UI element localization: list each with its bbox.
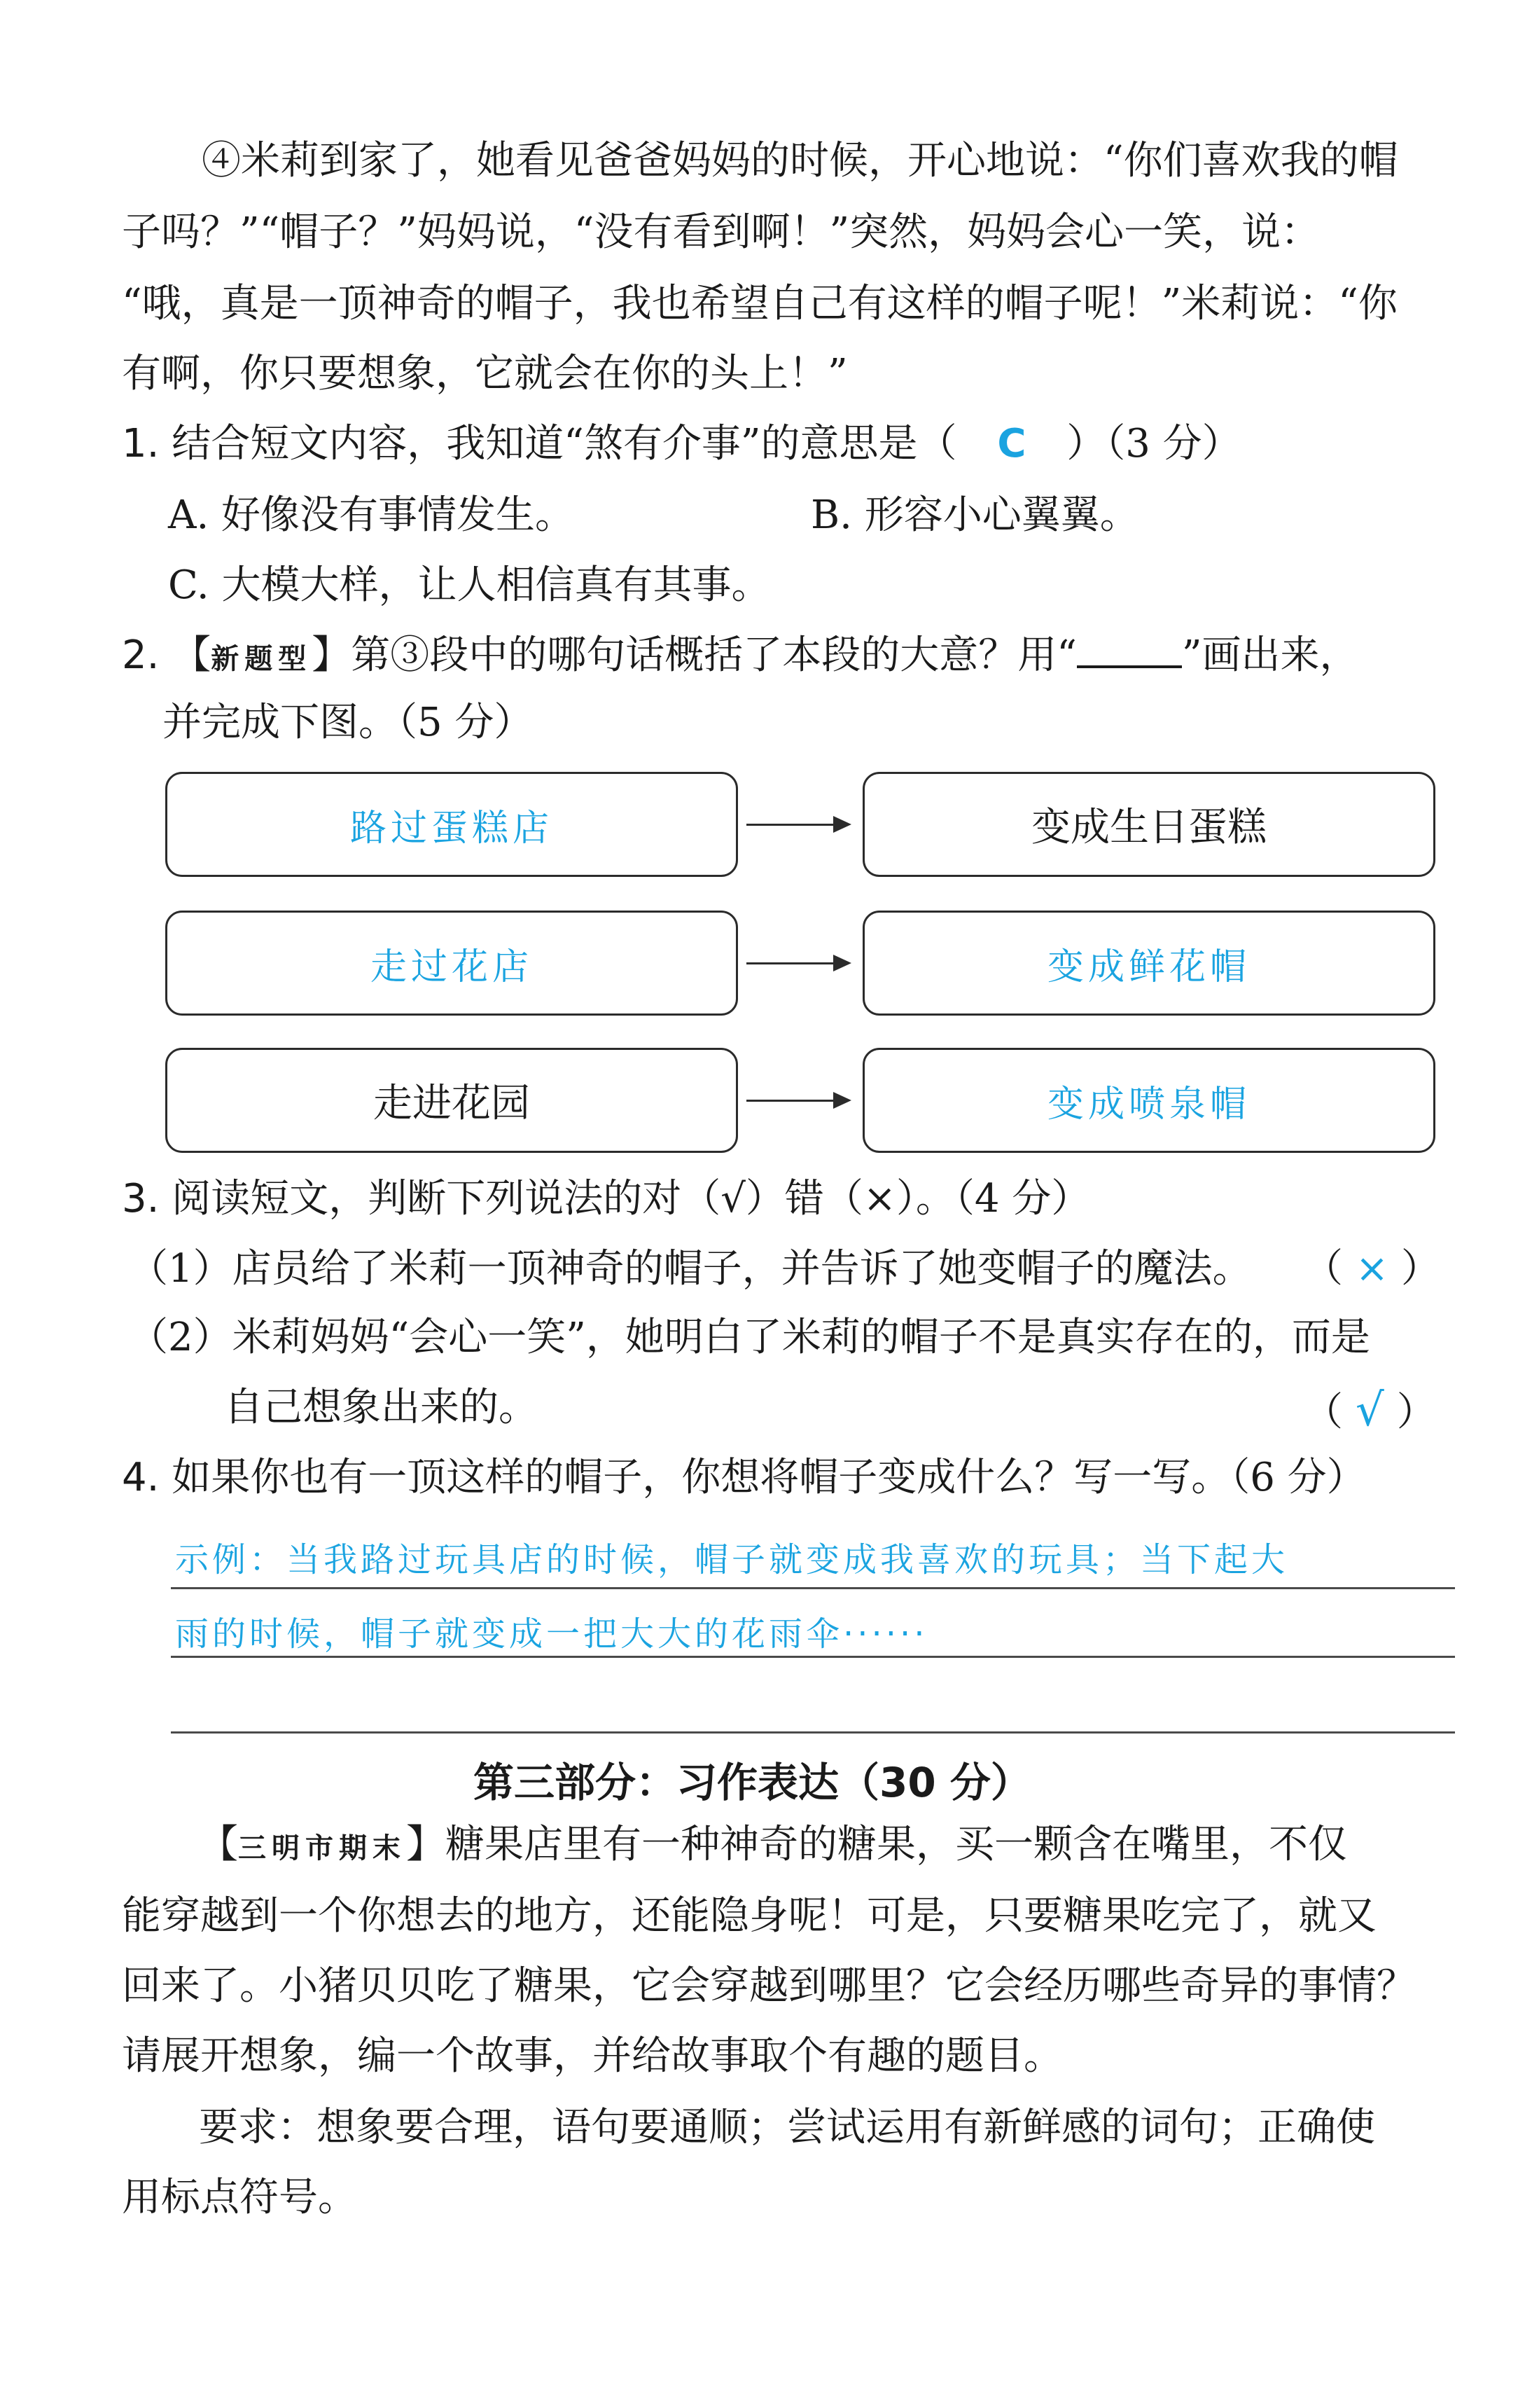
judge-item-1-answer-box (1304, 1246, 1440, 1292)
question-3 (122, 1176, 1091, 1222)
judge-item-2 (129, 1315, 1370, 1360)
answer-line-2: 雨的时候，帽子就变成一把大大的花雨伞······ (175, 1614, 928, 1654)
question-number: 3. (122, 1176, 160, 1222)
question-number: 2. (122, 632, 160, 678)
question-2-line-2: 并完成下图。（5 分） (162, 700, 534, 745)
judge-item-2-answer: √ (1356, 1385, 1384, 1437)
diagram-box-row3-right: 变成喷泉帽 (863, 1048, 1435, 1153)
passage-line-3: “哦，真是一顶神奇的帽子，我也希望自己有这样的帽子呢！”米莉说：“你 (122, 281, 1398, 326)
arrow-row3 (746, 1100, 849, 1102)
diagram-box-row3-left: 走进花园 (165, 1048, 738, 1153)
underline-blank (1077, 635, 1182, 668)
option-a: A. 好像没有事情发生。 (168, 492, 575, 538)
answer-rule-1 (171, 1587, 1455, 1589)
requirement-line-2: 用标点符号。 (122, 2175, 357, 2220)
diagram-box-row2-left: 走过花店 (165, 911, 738, 1016)
part-3-line-1 (199, 1822, 1347, 1867)
diagram-box-row1-right: 变成生日蛋糕 (863, 772, 1435, 877)
tag-bracket-open: 【 (199, 1822, 238, 1867)
part-3-title: 第三部分：习作表达（30 分） (473, 1759, 1031, 1806)
question-4-text: 如果你也有一顶这样的帽子，你想将帽子变成什么？写一写。（6 分） (172, 1455, 1366, 1500)
tag-bracket-close: 】 (406, 1822, 445, 1867)
passage-line-2: 子吗？”“帽子？”妈妈说，“没有看到啊！”突然，妈妈会心一笑，说： (122, 209, 1321, 255)
judge-item-label: （2） (129, 1315, 232, 1360)
option-c: C. 大模大样，让人相信真有其事。 (168, 562, 771, 608)
requirement-line-1: 要求：想象要合理，语句要通顺；尝试运用有新鲜感的词句；正确使 (199, 2105, 1375, 2150)
question-1-answer: C (997, 421, 1026, 466)
diagram-box-row2-right: 变成鲜花帽 (863, 911, 1435, 1016)
question-number: 4. (122, 1455, 160, 1500)
question-4 (122, 1455, 1366, 1500)
question-number: 1. (122, 421, 160, 466)
judge-item-1 (129, 1246, 1252, 1292)
paren-open: （ (1304, 1390, 1343, 1435)
question-1 (122, 421, 1241, 466)
answer-rule-2 (171, 1656, 1455, 1658)
arrow-row2 (746, 962, 849, 964)
question-3-text: 阅读短文，判断下列说法的对（√）错（×）。（4 分） (172, 1176, 1091, 1222)
part-3-line-3: 回来了。小猪贝贝吃了糖果，它会穿越到哪里？它会经历哪些奇异的事情？ (122, 1963, 1416, 2009)
part-3-text: 糖果店里有一种神奇的糖果，买一颗含在嘴里，不仅 (445, 1822, 1347, 1867)
question-2 (122, 632, 1359, 678)
paren-close: ） (1396, 1390, 1436, 1435)
section-divider (171, 1731, 1455, 1734)
paren-close: ） (1400, 1246, 1440, 1292)
diagram-box-row1-left: 路过蛋糕店 (165, 772, 738, 877)
question-1-text: 结合短文内容，我知道“煞有介事”的意思是（ (172, 421, 957, 466)
paren-open: （ (1304, 1246, 1343, 1292)
answer-line-1: 示例：当我路过玩具店的时候，帽子就变成我喜欢的玩具；当下起大 (175, 1540, 1289, 1579)
tag-bracket-open: 【 (172, 632, 211, 678)
judge-item-1-answer: × (1356, 1246, 1388, 1292)
new-type-tag: 新题型 (211, 643, 312, 675)
arrow-row1 (746, 824, 849, 826)
judge-item-label: （1） (129, 1246, 232, 1292)
passage-line-4: 有啊，你只要想象，它就会在你的头上！” (122, 351, 848, 396)
judge-item-text: 店员给了米莉一顶神奇的帽子，并告诉了她变帽子的魔法。 (232, 1246, 1252, 1292)
question-2-text-end: ”画出来， (1181, 632, 1359, 678)
source-tag: 三明市期末 (238, 1832, 406, 1864)
judge-item-2-answer-box (1304, 1385, 1436, 1437)
question-1-score: ）（3 分） (1066, 421, 1241, 466)
passage-line-1: ④米莉到家了，她看见爸爸妈妈的时候，开心地说：“你们喜欢我的帽 (202, 138, 1398, 184)
tag-bracket-close: 】 (312, 632, 351, 678)
part-3-line-2: 能穿越到一个你想去的地方，还能隐身呢！可是，只要糖果吃完了，就又 (122, 1893, 1377, 1939)
part-3-line-4: 请展开想象，编一个故事，并给故事取个有趣的题目。 (122, 2033, 1063, 2079)
question-2-text: 第③段中的哪句话概括了本段的大意？用“ (351, 632, 1077, 678)
judge-item-2-line-2: 自己想象出来的。 (224, 1385, 538, 1430)
judge-item-text: 米莉妈妈“会心一笑”，她明白了米莉的帽子不是真实存在的，而是 (232, 1315, 1370, 1360)
option-b: B. 形容小心翼翼。 (811, 492, 1139, 538)
